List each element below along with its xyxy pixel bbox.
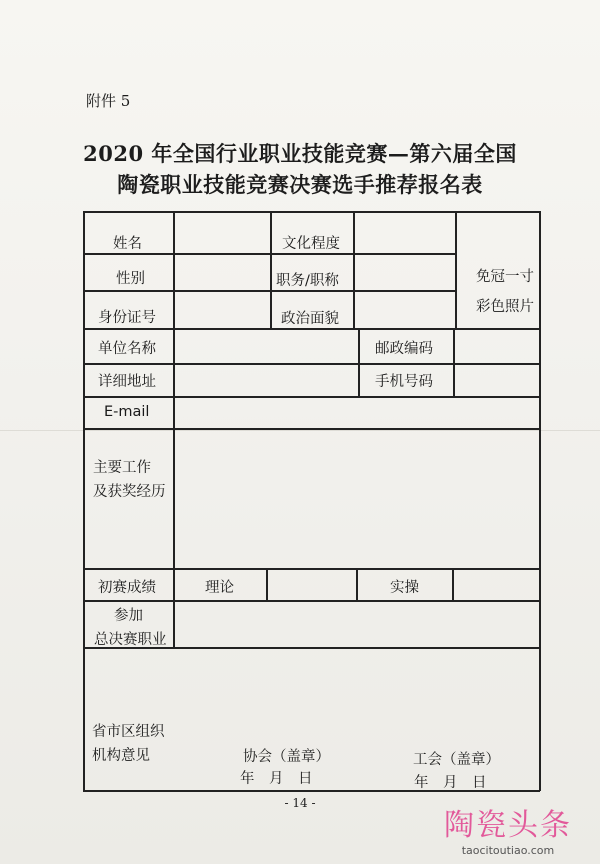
watermark-url: taocitoutiao.com xyxy=(461,844,555,857)
table-col-line xyxy=(270,211,272,328)
practice-label: 实操 xyxy=(390,580,419,596)
theory-label: 理论 xyxy=(205,580,234,596)
postal-code-label: 邮政编码 xyxy=(375,341,433,357)
position-title-label: 职务/职称 xyxy=(276,273,339,289)
table-col-line xyxy=(455,211,457,328)
table-row-line xyxy=(83,568,540,570)
experience-label-line-2: 及获奖经历 xyxy=(93,484,166,500)
attachment-label: 附件 5 xyxy=(86,92,131,110)
table-row-line xyxy=(83,396,540,398)
union-date-label: 年 月 日 xyxy=(414,775,487,791)
organization-opinion-label xyxy=(92,720,165,768)
preliminary-score-label: 初赛成绩 xyxy=(98,580,156,596)
table-col-line xyxy=(358,328,360,396)
table-col-line xyxy=(353,211,355,328)
table-border-top xyxy=(83,211,540,213)
table-row-line xyxy=(83,290,455,292)
political-status-label: 政治面貌 xyxy=(281,311,339,327)
gender-label: 性别 xyxy=(116,271,145,287)
photo-label-line-1: 免冠一寸 xyxy=(476,269,534,285)
table-col-line xyxy=(266,568,268,600)
employer-name-label: 单位名称 xyxy=(98,341,156,357)
opinion-label-line-1: 省市区组织 xyxy=(92,724,165,740)
experience-label-line-1: 主要工作 xyxy=(93,460,151,476)
photo-label-line-2: 彩色照片 xyxy=(476,299,534,315)
address-label: 详细地址 xyxy=(98,374,156,390)
final-occupation-label xyxy=(94,604,167,652)
association-seal-label: 协会（盖章） xyxy=(243,749,330,765)
table-row-line xyxy=(83,600,540,602)
table-col-line xyxy=(453,328,455,396)
mobile-number-label: 手机号码 xyxy=(375,374,433,390)
table-row-line xyxy=(83,363,540,365)
watermark-logo xyxy=(444,800,572,857)
form-title-line-2: 陶瓷职业技能竞赛决赛选手推荐报名表 xyxy=(117,172,483,197)
name-label: 姓名 xyxy=(113,236,142,252)
table-border-left xyxy=(83,211,85,791)
table-row-line xyxy=(83,253,455,255)
education-label: 文化程度 xyxy=(282,236,340,252)
table-row-line xyxy=(83,328,540,330)
opinion-label-line-2: 机构意见 xyxy=(92,748,150,764)
watermark-text: 陶瓷头条 xyxy=(444,808,572,843)
union-seal-label: 工会（盖章） xyxy=(413,752,500,768)
table-col-line xyxy=(452,568,454,600)
photo-placeholder xyxy=(470,262,540,322)
email-label: E-mail xyxy=(104,404,150,420)
experience-label xyxy=(93,456,166,504)
table-col-line xyxy=(356,568,358,600)
table-row-line xyxy=(83,428,540,430)
table-col-line xyxy=(173,211,175,647)
final-label-line-1: 参加 xyxy=(114,608,143,624)
final-label-line-2: 总决赛职业 xyxy=(94,632,167,648)
id-number-label: 身份证号 xyxy=(98,310,156,326)
form-title-line-1: 2020 年全国行业职业技能竞赛—第六届全国 xyxy=(83,141,517,166)
page-number: - 14 - xyxy=(284,796,316,810)
association-date-label: 年 月 日 xyxy=(240,771,313,787)
